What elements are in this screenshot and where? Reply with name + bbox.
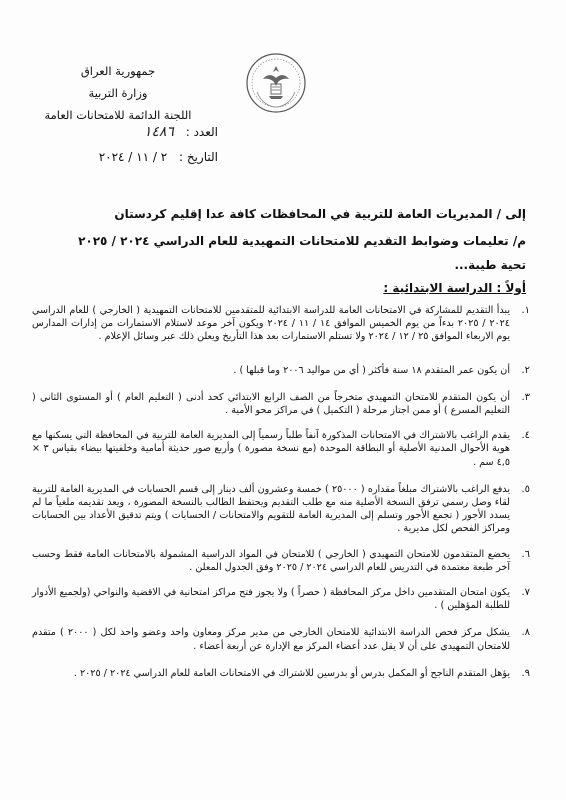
list-item xyxy=(32,626,530,652)
item-text: يؤهل المتقدم الناجح أو المكمل بدرس أو بدرسين للاشتراك في الامتحانات العامة للعام الدراسي ٢٠٢٤ / ٢٠٢٥ . xyxy=(73,667,510,679)
list-item xyxy=(32,304,530,344)
list-item xyxy=(32,364,530,377)
section-title: أولاً : الدراسة الابتدائية : xyxy=(383,281,526,295)
number-label: العدد : xyxy=(185,125,218,139)
committee-name: اللجنة الدائمة للامتحانات العامة xyxy=(44,108,192,122)
list-item xyxy=(32,391,530,417)
addressee-line: إلى / المديريات العامة للتربية في المحافظات كافة عدا إقليم كردستان xyxy=(114,207,526,221)
item-text: يدفع الراغب بالاشتراك مبلغاً مقداره ( ٢٥٠٠٠ ) خمسة وعشرون ألف دينار إلى قسم الحسابات في المديرية العامة للتربية لقاء وصل رسمي ترفق النسخة الأصلية منه مع طلب التقديم ويحتفظ الطالب بالنسخة المصورة ، ويعد تقديمه ملغياً ما لم يسدد الأجور ( تجمع الأجور وتسلم إلى المديرية العامة للتقويم والامتحانات / الحسابات ) ويتم تدقيق الأعداد بين الحسابات ومراكز الفحص لكل مديرية . xyxy=(32,483,510,535)
item-number: ٧. xyxy=(521,587,530,599)
item-text: يقدم الراغب بالاشتراك في الامتحانات المذكورة آنفاً طلباً رسمياً إلى المديرية العامة للتربية في المحافظة التي يسكنها مع هوية الأحوال المدنية الأصلية أو البطاقة الموحدة (مع نسخة مصورة ) وأربع صور حديثة أمامية وخلفيتها بيضاء بقياس ٣ × ٤,٥ سم . xyxy=(32,430,510,468)
list-item xyxy=(32,548,530,574)
item-text: يكون امتحان المتقدمين داخل مركز المحافظة ( حصراً ) ولا يجوز فتح مراكز امتحانية في الاقضية والنواحي (ولجميع الأدوار للطلبة المؤهلين ) . xyxy=(32,587,510,612)
item-number: ٢. xyxy=(521,364,530,376)
item-number: ٥. xyxy=(521,483,530,495)
item-text: أن يكون المتقدم للامتحان التمهيدي متخرجاً من الصف الرابع الابتدائي كحد أدنى ( التعليم العام ) أو المستوى الثاني ( التعليم المسرع ) أو ممن اجتاز مرحلة ( التكميل ) في مراكز محو الأمية . xyxy=(32,391,510,417)
letter-date xyxy=(18,150,218,164)
item-text: أن يكون عمر المتقدم ١٨ سنة فأكثر ( أي من مواليد ٢٠٠٦ وما قبلها ) . xyxy=(233,364,510,376)
item-number: ١. xyxy=(521,305,530,316)
list-item xyxy=(32,483,530,536)
list-item xyxy=(32,429,530,469)
item-text: يخضع المتقدمون للامتحان التمهيدي ( الخارجي ) للامتحان في المواد الدراسية المشمولة بالامتحانات العامة فقط وحسب آخر طبعة معتمدة في التدريس للعام الدراسي ٢٠٢٤ / ٢٠٢٥ وفق الجدول المعلن . xyxy=(32,548,510,573)
item-number: ٦. xyxy=(521,548,530,560)
item-text: يشكل مركز فحص الدراسة الابتدائية للامتحان الخارجي من مدير مركز ومعاون واحد وعضو واحد لكل ( ٢٠٠٠ ) متقدم للامتحان التمهيدي على أن لا يقل عدد أعضاء المركز مع الإدارة عن أربعة أعضاء . xyxy=(32,627,510,652)
letterhead xyxy=(14,60,222,126)
item-number: ٨. xyxy=(521,627,530,639)
item-number: ٣. xyxy=(521,391,530,403)
number-value: ١٤٨٦ xyxy=(143,124,174,140)
iraq-emblem-icon xyxy=(245,52,307,114)
country-name: جمهورية العراق xyxy=(80,64,156,78)
instructions-list xyxy=(32,304,530,680)
list-item xyxy=(32,586,530,612)
item-number: ٤. xyxy=(521,430,530,442)
date-label: التاريخ : xyxy=(178,150,218,164)
list-item xyxy=(32,667,530,680)
date-value: ٢ / ١١ / ٢٠٢٤ xyxy=(98,150,168,164)
ministry-name: وزارة التربية xyxy=(88,86,148,100)
reference-number xyxy=(18,124,218,140)
item-text: يبدأ التقديم للمشاركة في الامتحانات العامة للدراسة الابتدائية للمتقدمين للامتحانات التمهيدية ( الخارجي ) للعام الدراسي ٢٠٢٤ / ٢٠٢٥ بدءاً من يوم الخميس الموافق ١٤ / ١١ / ٢٠٢٤ ويكون آخر موعد لاستلام الاستمارات من إدارات المدارس يوم الاربعاء الموافق ٢٥ / ١٢ / ٢٠٢٤ ولا تستلم الاستمارات بعد هذا التأريخ ويعلن ذلك عبر وسائل الإعلام . xyxy=(32,305,510,343)
item-number: ٩. xyxy=(521,667,530,679)
subject-line: م/ تعليمات وضوابط التقديم للامتحانات التمهيدية للعام الدراسي ٢٠٢٤ / ٢٠٢٥ xyxy=(78,234,526,248)
greeting: تحية طيبة... xyxy=(454,258,526,272)
